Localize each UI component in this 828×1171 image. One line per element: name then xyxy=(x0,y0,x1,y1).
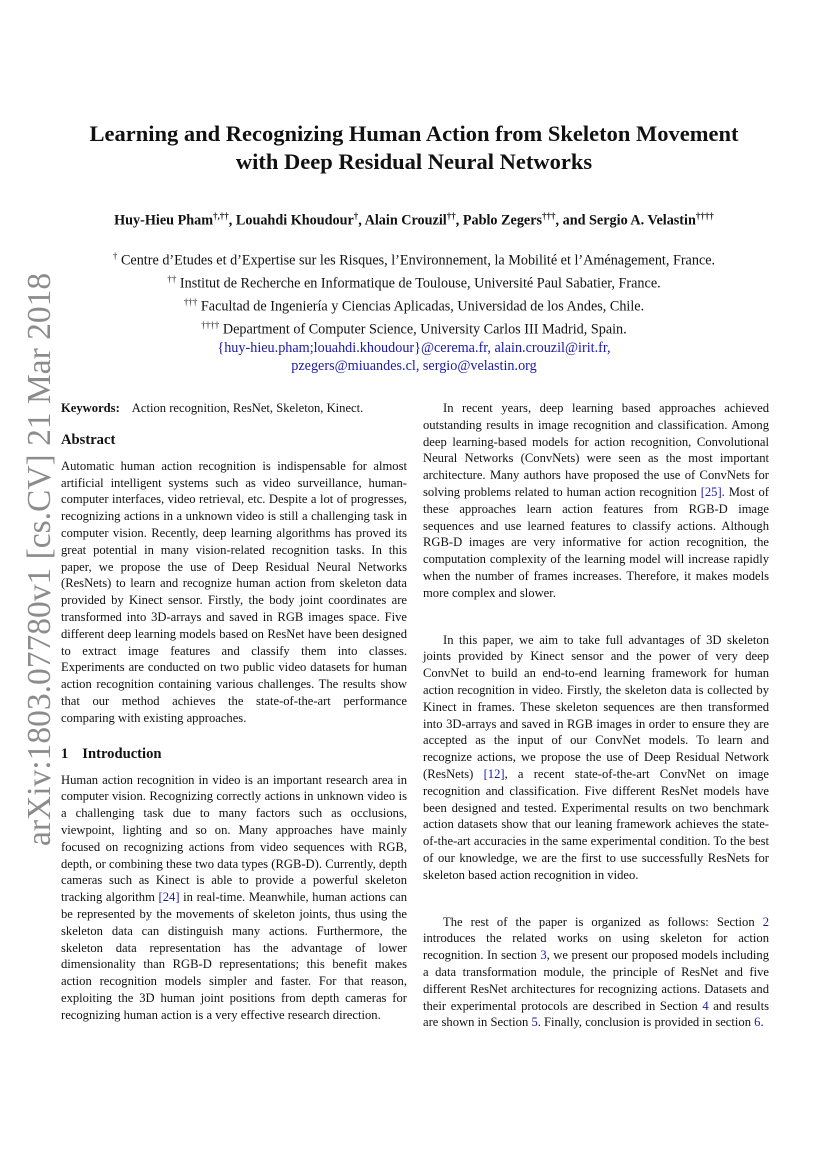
affiliation-line xyxy=(40,270,788,293)
paragraph-text: The rest of the paper is organized as follows: Section xyxy=(443,914,763,929)
paragraph-text: Human action recognition in video is an important research area in computer vision. Recognizing correctly actions in unknown video is a challenging task due to many factors such as occlusions, viewpoint, lighting and so on. Many approaches have mainly focused on recognizing actions from video sequences with RGB, depth, or combining these two data types (RGB-D). Currently, depth cameras such as Kinect is able to provide a powerful skeleton tracking algorithm xyxy=(61,772,407,905)
section-link[interactable]: 4 xyxy=(702,998,709,1013)
section-link[interactable]: 2 xyxy=(762,914,769,929)
author-name: Pablo Zegers xyxy=(462,212,543,229)
abstract-paragraph: Automatic human action recognition is indispensable for almost artificial intelligent systems such as video surveillance, human-computer interfaces, video retrieval, etc. Despite a lot of progresses, recognizing actions in a unknown video is still a challenging task in computer vision. Recently, deep learning algorithms has proved its great potential in many vision-related recognition tasks. In this paper, we propose the use of Deep Residual Neural Networks (ResNets) to learn and recognize human action from skeleton data provided by Kinect sensor. Firstly, the body joint coordinates are transformed into 3D-arrays and saved in RGB images space. Five different deep learning models based on ResNet have been designed to extract image features and classify them into classes. Experiments are conducted on two public video datasets for human action recognition containing various challenges. The results show that our method achieves the state-of-the-art performance comparing with existing approaches. xyxy=(61,458,407,725)
introduction-heading xyxy=(61,745,407,763)
paragraph-text: . xyxy=(760,1015,764,1030)
author-mark: †††† xyxy=(695,211,714,221)
paragraph-text: . Finally, conclusion is provided in section xyxy=(537,1015,755,1030)
paragraph-text: and results are shown in Section xyxy=(423,998,769,1030)
title-line-2: with Deep Residual Neural Networks xyxy=(235,149,593,174)
affiliation-text: Department of Computer Science, University Carlos III Madrid, Spain. xyxy=(219,321,627,338)
paragraph-text: introduces the related works on using skeleton for action recognition. In section xyxy=(423,931,769,963)
author-mark: †† xyxy=(446,211,456,221)
title-line-1: Learning and Recognizing Human Action from Skeleton Movement xyxy=(89,121,739,146)
paragraph-text: In this paper, we aim to take full advantages of 3D skeleton joints provided by Kinect sensor and the power of very deep ConvNet to build an end-to-end learning framework for human action recognition in video. Firstly, the skeleton data is collected by Kinect in frames. These skeleton sequences are then transformed into 3D-arrays and saved in RGB images in order to ensure they are accepted as the input of our ConvNet models. To learn and recognize actions, we propose the use of Deep Residual Network (ResNets) xyxy=(423,632,769,781)
keywords-line xyxy=(61,400,407,417)
author-mark: ††† xyxy=(542,211,556,221)
paragraph-text: In recent years, deep learning based approaches achieved outstanding results in image recognition and classification. Among deep learning-based models for action recognition, Convolutional Neural Networks (ConvNets) were seen as the most important architecture. Many authors have proposed the use of ConvNets for solving problems related to human action recognition xyxy=(423,401,769,499)
author-name: Sergio A. Velastin xyxy=(589,212,696,229)
section-link[interactable]: 3 xyxy=(540,948,547,963)
paper-title xyxy=(40,120,788,176)
author-name: Huy-Hieu Pham xyxy=(114,212,214,229)
affiliation-mark: †††† xyxy=(201,319,220,330)
keywords-label: Keywords: xyxy=(61,401,120,415)
paragraph-text: , we present our proposed models including a data transformation module, the principle of ResNet and five different ResNet architectures for recognizing actions. Datasets and their experimental protocols are described in Section xyxy=(423,948,769,1013)
author-mark: † xyxy=(353,211,359,221)
section-title: Introduction xyxy=(82,745,162,762)
author-list xyxy=(30,205,798,232)
intro-paragraph-1 xyxy=(61,772,407,1024)
author-separator: , and xyxy=(555,212,590,229)
author-separator: , xyxy=(455,212,463,229)
affiliation-text: Centre d’Etudes et d’Expertise sur les Risques, l’Environnement, la Mobilité et l’Aménagement, France. xyxy=(117,252,716,269)
author-separator: , xyxy=(228,212,236,229)
citation-link[interactable]: [12] xyxy=(483,766,505,781)
email-line-1[interactable]: {huy-hieu.pham;louahdi.khoudour}@cerema.fr, alain.crouzil@irit.fr, xyxy=(217,339,611,356)
affiliation-line xyxy=(40,247,788,270)
section-link[interactable]: 6 xyxy=(754,1015,761,1030)
affiliation-list xyxy=(40,247,788,375)
affiliation-mark: ††† xyxy=(183,296,198,307)
left-column xyxy=(61,400,407,1024)
intro-paragraph-2 xyxy=(423,400,769,602)
citation-link[interactable]: [25] xyxy=(700,484,722,499)
paragraph-text: . Most of these approaches learn action features from RGB-D image sequences and use learned features to classify actions. Although RGB-D images are very informative for action recognition, the computation complexity of the learning model will increase rapidly when the number of frames increases. Therefore, it makes models more complex and slower. xyxy=(423,484,769,600)
arxiv-stamp: arXiv:1803.07780v1 [cs.CV] 21 Mar 2018 xyxy=(21,272,58,846)
citation-link[interactable]: [24] xyxy=(158,890,180,905)
author-name: Alain Crouzil xyxy=(364,212,447,229)
paragraph-text: , a recent state-of-the-art ConvNet on image recognition and classification. Five different ResNet models have been designed and tested. Experimental results on two benchmark action datasets show that our leaning framework achieves the state-of-the-art accuracies in the same experimental condition. To the best of our knowledge, we are the first to use successfully ResNets for skeleton based action recognition in video. xyxy=(423,766,769,882)
paragraph-text: in real-time. Meanwhile, human actions can be represented by the movements of skeleton joints, thus using the skeleton data can distinguish many actions. Furthermore, the skeleton data representation has the advantage of lower dimensionality than RGB-D representations; this benefit makes action recognition models simpler and faster. For that reason, exploiting the 3D human joint positions from depth cameras for recognizing human action is a very effective research direction. xyxy=(61,890,408,1022)
affiliation-text: Institut de Recherche en Informatique de Toulouse, Université Paul Sabatier, France. xyxy=(176,275,661,292)
affiliation-line xyxy=(40,316,788,339)
author-separator: , xyxy=(358,212,365,229)
keywords-text: Action recognition, ResNet, Skeleton, Kinect. xyxy=(131,401,364,415)
affiliation-mark: † xyxy=(112,251,118,261)
intro-paragraph-4 xyxy=(423,914,769,1032)
author-mark: †,†† xyxy=(213,211,229,221)
abstract-heading: Abstract xyxy=(61,431,116,448)
email-line-2[interactable]: pzegers@miuandes.cl, sergio@velastin.org xyxy=(291,357,537,374)
affiliation-mark: †† xyxy=(167,273,177,284)
section-link[interactable]: 5 xyxy=(531,1015,538,1030)
intro-paragraph-3 xyxy=(423,632,769,884)
affiliation-text: Facultad de Ingeniería y Ciencias Aplicadas, Universidad de los Andes, Chile. xyxy=(197,298,645,315)
section-number: 1 xyxy=(61,745,69,762)
author-name: Louahdi Khoudour xyxy=(235,212,354,229)
affiliation-line xyxy=(40,293,788,316)
right-column xyxy=(423,400,769,1031)
